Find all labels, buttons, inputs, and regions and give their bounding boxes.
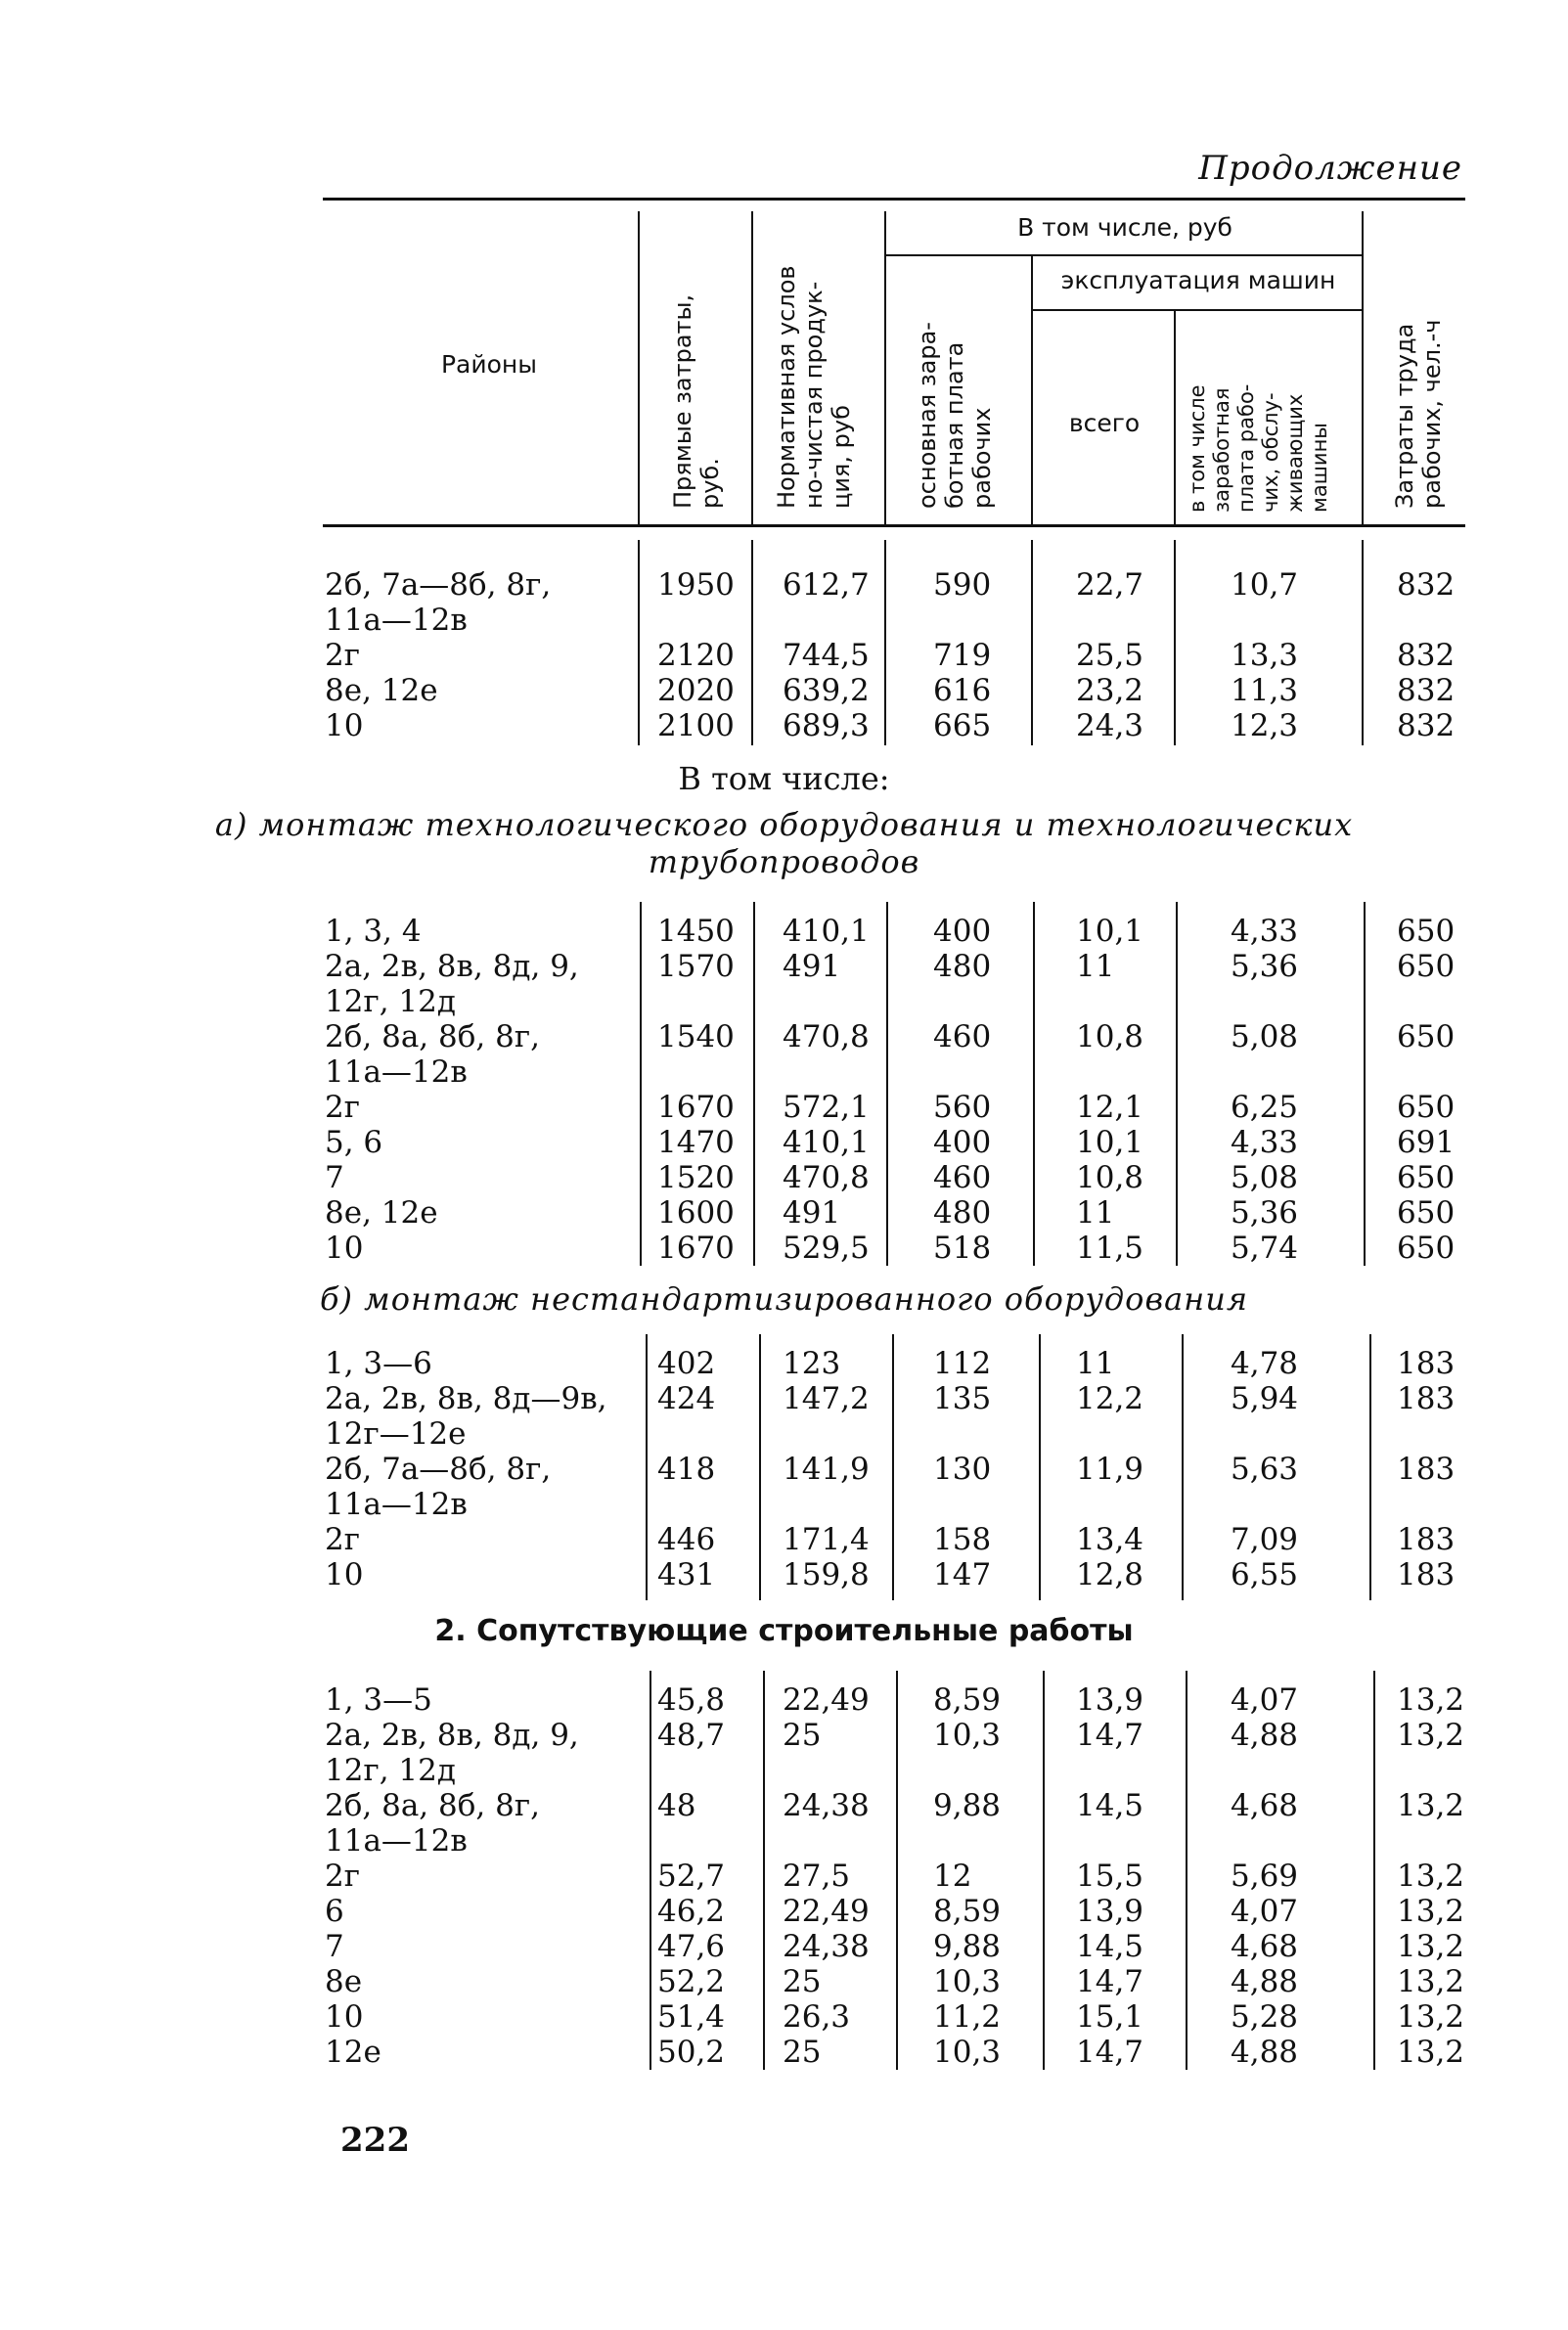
cell-direct-costs: 52,7	[657, 1859, 726, 1894]
cell-labor: 13,2	[1397, 1929, 1465, 1964]
cell-region: 10	[325, 1231, 364, 1266]
cell-base-wage: 135	[933, 1381, 992, 1416]
header-divider	[1031, 256, 1033, 524]
cell-machine-wage: 5,63	[1231, 1452, 1299, 1487]
cell-labor: 832	[1397, 638, 1456, 673]
cell-direct-costs: 2020	[657, 673, 735, 708]
cell-labor: 650	[1397, 1195, 1456, 1231]
cell-base-wage: 400	[933, 1125, 992, 1160]
cell-machine-wage: 6,55	[1231, 1557, 1299, 1592]
table-row	[0, 1195, 1568, 1231]
cell-region: 7	[325, 1160, 344, 1195]
cell-machine-total: 12,2	[1076, 1381, 1144, 1416]
cell-base-wage: 112	[933, 1346, 992, 1381]
cell-normative: 572,1	[783, 1090, 870, 1125]
cell-direct-costs: 2100	[657, 708, 735, 743]
cell-region: 2г	[325, 1522, 360, 1557]
cell-region: 8е	[325, 1964, 363, 1999]
cell-region: 1, 3—5	[325, 1682, 432, 1718]
cell-base-wage: 10,3	[933, 1718, 1002, 1753]
cell-machine-total: 22,7	[1076, 567, 1144, 603]
cell-normative: 639,2	[783, 673, 870, 708]
header-machine-rule	[1033, 309, 1362, 311]
table-row	[0, 1718, 1568, 1788]
cell-normative: 22,49	[783, 1894, 870, 1929]
cell-normative: 27,5	[783, 1859, 851, 1894]
table-row	[0, 1859, 1568, 1894]
cell-normative: 529,5	[783, 1231, 870, 1266]
cell-machine-total: 13,4	[1076, 1522, 1144, 1557]
cell-base-wage: 590	[933, 567, 992, 603]
cell-machine-total: 15,5	[1076, 1859, 1144, 1894]
cell-machine-total: 11,9	[1076, 1452, 1144, 1487]
cell-machine-total: 25,5	[1076, 638, 1144, 673]
cell-machine-wage: 5,08	[1231, 1019, 1299, 1054]
cell-direct-costs: 1470	[657, 1125, 735, 1160]
table-row	[0, 1231, 1568, 1266]
cell-region: 1, 3, 4	[325, 914, 422, 949]
cell-machine-total: 11	[1076, 1195, 1115, 1231]
cell-normative: 159,8	[783, 1557, 870, 1592]
cell-normative: 22,49	[783, 1682, 870, 1718]
cell-machine-total: 10,1	[1076, 1125, 1144, 1160]
cell-normative: 612,7	[783, 567, 870, 603]
cell-base-wage: 480	[933, 1195, 992, 1231]
cell-direct-costs: 1570	[657, 949, 735, 984]
header-incl-wage: в том числе заработная плата рабо- чих, обслу- живающих машины	[1186, 383, 1331, 513]
header-base-wage: основная зара- ботная плата рабочих	[914, 322, 996, 509]
cell-normative: 689,3	[783, 708, 870, 743]
cell-base-wage: 460	[933, 1019, 992, 1054]
cell-normative: 25	[783, 1718, 822, 1753]
cell-normative: 147,2	[783, 1381, 870, 1416]
table-row	[0, 1788, 1568, 1859]
cell-labor: 832	[1397, 567, 1456, 603]
cell-labor: 13,2	[1397, 1859, 1465, 1894]
section-b-title: б) монтаж нестандартизированного оборудования	[319, 1280, 1249, 1318]
cell-direct-costs: 1670	[657, 1090, 735, 1125]
cell-region: 2б, 7а—8б, 8г, 11а—12в	[325, 567, 552, 638]
cell-machine-wage: 12,3	[1231, 708, 1299, 743]
cell-machine-wage: 10,7	[1231, 567, 1299, 603]
cell-base-wage: 158	[933, 1522, 992, 1557]
cell-base-wage: 400	[933, 914, 992, 949]
cell-base-wage: 518	[933, 1231, 992, 1266]
cell-labor: 13,2	[1397, 1999, 1465, 2035]
cell-machine-wage: 4,88	[1231, 1964, 1299, 1999]
cell-normative: 744,5	[783, 638, 870, 673]
cell-machine-wage: 7,09	[1231, 1522, 1299, 1557]
cell-base-wage: 8,59	[933, 1682, 1002, 1718]
cell-region: 1, 3—6	[325, 1346, 432, 1381]
table-row	[0, 1125, 1568, 1160]
table-row	[0, 1452, 1568, 1522]
cell-normative: 141,9	[783, 1452, 870, 1487]
table-row	[0, 1019, 1568, 1090]
header-divider	[1174, 311, 1176, 524]
cell-machine-total: 13,9	[1076, 1682, 1144, 1718]
section-a-title: а) монтаж технологического оборудования и технологических трубопроводов	[214, 806, 1354, 880]
header-total: всего	[1068, 409, 1141, 437]
cell-normative: 25	[783, 2035, 822, 2070]
cell-base-wage: 460	[933, 1160, 992, 1195]
cell-machine-total: 12,1	[1076, 1090, 1144, 1125]
cell-region: 2а, 2в, 8в, 8д—9в, 12г—12е	[325, 1381, 607, 1452]
cell-machine-total: 14,7	[1076, 2035, 1144, 2070]
cell-direct-costs: 1450	[657, 914, 735, 949]
cell-labor: 183	[1397, 1522, 1456, 1557]
cell-normative: 491	[783, 949, 841, 984]
cell-region: 2а, 2в, 8в, 8д, 9, 12г, 12д	[325, 949, 579, 1019]
cell-direct-costs: 1950	[657, 567, 735, 603]
table-row	[0, 1160, 1568, 1195]
cell-machine-total: 10,8	[1076, 1160, 1144, 1195]
cell-machine-total: 24,3	[1076, 708, 1144, 743]
cell-machine-total: 14,5	[1076, 1929, 1144, 1964]
cell-machine-wage: 4,07	[1231, 1894, 1299, 1929]
section-2-title: 2. Сопутствующие строительные работы	[434, 1614, 1134, 1648]
table-row	[0, 1090, 1568, 1125]
cell-direct-costs: 48	[657, 1788, 696, 1823]
cell-normative: 123	[783, 1346, 841, 1381]
cell-machine-total: 10,1	[1076, 914, 1144, 949]
cell-machine-wage: 4,88	[1231, 2035, 1299, 2070]
cell-machine-wage: 6,25	[1231, 1090, 1299, 1125]
cell-machine-total: 14,7	[1076, 1718, 1144, 1753]
cell-direct-costs: 50,2	[657, 2035, 726, 2070]
cell-region: 8е, 12е	[325, 1195, 438, 1231]
cell-machine-total: 11	[1076, 949, 1115, 984]
cell-machine-total: 23,2	[1076, 673, 1144, 708]
cell-labor: 650	[1397, 1019, 1456, 1054]
cell-direct-costs: 418	[657, 1452, 716, 1487]
cell-machine-wage: 5,94	[1231, 1381, 1299, 1416]
table-row	[0, 1929, 1568, 1964]
cell-region: 2г	[325, 638, 360, 673]
continuation-label: Продолжение	[1198, 149, 1462, 188]
cell-machine-total: 11,5	[1076, 1231, 1144, 1266]
cell-direct-costs: 48,7	[657, 1718, 726, 1753]
cell-normative: 470,8	[783, 1160, 870, 1195]
cell-machine-wage: 5,69	[1231, 1859, 1299, 1894]
cell-base-wage: 147	[933, 1557, 992, 1592]
cell-normative: 26,3	[783, 1999, 851, 2035]
cell-labor: 13,2	[1397, 1788, 1465, 1823]
cell-base-wage: 616	[933, 673, 992, 708]
cell-direct-costs: 46,2	[657, 1894, 726, 1929]
cell-direct-costs: 1670	[657, 1231, 735, 1266]
cell-base-wage: 9,88	[933, 1929, 1002, 1964]
cell-machine-wage: 4,33	[1231, 914, 1299, 949]
table-row	[0, 1557, 1568, 1592]
cell-labor: 183	[1397, 1452, 1456, 1487]
cell-region: 2б, 7а—8б, 8г, 11а—12в	[325, 1452, 552, 1522]
header-including-rule	[886, 254, 1362, 256]
header-including: В том числе, руб	[1017, 213, 1232, 242]
cell-region: 2г	[325, 1090, 360, 1125]
header-direct-costs: Прямые затраты, руб.	[669, 293, 724, 509]
cell-labor: 13,2	[1397, 1682, 1465, 1718]
cell-machine-wage: 4,33	[1231, 1125, 1299, 1160]
cell-normative: 24,38	[783, 1929, 870, 1964]
table-row	[0, 1894, 1568, 1929]
cell-region: 2а, 2в, 8в, 8д, 9, 12г, 12д	[325, 1718, 579, 1788]
cell-region: 10	[325, 1999, 364, 2035]
cell-machine-total: 11	[1076, 1346, 1115, 1381]
cell-normative: 24,38	[783, 1788, 870, 1823]
header-regions: Районы	[440, 350, 538, 379]
cell-region: 6	[325, 1894, 344, 1929]
cell-region: 2г	[325, 1859, 360, 1894]
cell-labor: 183	[1397, 1346, 1456, 1381]
cell-normative: 470,8	[783, 1019, 870, 1054]
cell-base-wage: 560	[933, 1090, 992, 1125]
cell-base-wage: 665	[933, 708, 992, 743]
cell-labor: 13,2	[1397, 2035, 1465, 2070]
cell-machine-total: 14,5	[1076, 1788, 1144, 1823]
section-pre-title: В том числе:	[678, 760, 890, 797]
header-divider	[638, 211, 640, 524]
cell-base-wage: 480	[933, 949, 992, 984]
table-row	[0, 949, 1568, 1019]
cell-region: 2б, 8а, 8б, 8г, 11а—12в	[325, 1788, 540, 1859]
cell-direct-costs: 2120	[657, 638, 735, 673]
cell-machine-total: 10,8	[1076, 1019, 1144, 1054]
cell-direct-costs: 47,6	[657, 1929, 726, 1964]
cell-machine-wage: 11,3	[1231, 673, 1299, 708]
header-top-rule	[323, 198, 1465, 201]
table-row	[0, 708, 1568, 743]
cell-region: 10	[325, 1557, 364, 1592]
cell-base-wage: 9,88	[933, 1788, 1002, 1823]
cell-region: 2б, 8а, 8б, 8г, 11а—12в	[325, 1019, 540, 1090]
table-row	[0, 914, 1568, 949]
cell-labor: 832	[1397, 673, 1456, 708]
cell-labor: 650	[1397, 1090, 1456, 1125]
cell-machine-wage: 5,28	[1231, 1999, 1299, 2035]
cell-direct-costs: 424	[657, 1381, 716, 1416]
cell-normative: 410,1	[783, 914, 870, 949]
cell-direct-costs: 1520	[657, 1160, 735, 1195]
cell-base-wage: 10,3	[933, 2035, 1002, 2070]
table-row	[0, 2035, 1568, 2070]
cell-direct-costs: 446	[657, 1522, 716, 1557]
cell-normative: 25	[783, 1964, 822, 1999]
cell-base-wage: 10,3	[933, 1964, 1002, 1999]
cell-machine-wage: 4,07	[1231, 1682, 1299, 1718]
cell-direct-costs: 52,2	[657, 1964, 726, 1999]
cell-base-wage: 12	[933, 1859, 972, 1894]
header-divider	[884, 211, 886, 524]
table-row	[0, 638, 1568, 673]
cell-labor: 832	[1397, 708, 1456, 743]
cell-machine-wage: 4,68	[1231, 1929, 1299, 1964]
table-row	[0, 1964, 1568, 1999]
cell-direct-costs: 1540	[657, 1019, 735, 1054]
header-normative: Нормативная услов но-чистая продук- ция, руб	[773, 265, 855, 509]
table-row	[0, 567, 1568, 638]
table-row	[0, 1346, 1568, 1381]
table-row	[0, 1999, 1568, 2035]
cell-region: 10	[325, 708, 364, 743]
cell-machine-wage: 5,36	[1231, 1195, 1299, 1231]
cell-region: 8е, 12е	[325, 673, 438, 708]
cell-machine-wage: 13,3	[1231, 638, 1299, 673]
cell-direct-costs: 431	[657, 1557, 716, 1592]
cell-normative: 410,1	[783, 1125, 870, 1160]
cell-labor: 13,2	[1397, 1718, 1465, 1753]
cell-region: 12е	[325, 2035, 381, 2070]
header-divider	[1362, 211, 1364, 524]
cell-machine-wage: 5,36	[1231, 949, 1299, 984]
cell-labor: 13,2	[1397, 1964, 1465, 1999]
cell-machine-total: 12,8	[1076, 1557, 1144, 1592]
cell-machine-wage: 5,08	[1231, 1160, 1299, 1195]
table-row	[0, 1522, 1568, 1557]
table-row	[0, 1381, 1568, 1452]
cell-machine-total: 13,9	[1076, 1894, 1144, 1929]
table-row	[0, 673, 1568, 708]
cell-region: 7	[325, 1929, 344, 1964]
cell-base-wage: 8,59	[933, 1894, 1002, 1929]
cell-base-wage: 11,2	[933, 1999, 1002, 2035]
cell-labor: 691	[1397, 1125, 1456, 1160]
cell-normative: 171,4	[783, 1522, 870, 1557]
cell-labor: 650	[1397, 914, 1456, 949]
cell-machine-wage: 4,78	[1231, 1346, 1299, 1381]
cell-direct-costs: 51,4	[657, 1999, 726, 2035]
page-number: 222	[340, 2121, 410, 2160]
cell-labor: 183	[1397, 1557, 1456, 1592]
cell-base-wage: 719	[933, 638, 992, 673]
header-bottom-rule	[323, 524, 1465, 527]
cell-labor: 650	[1397, 1231, 1456, 1266]
cell-machine-total: 15,1	[1076, 1999, 1144, 2035]
cell-region: 5, 6	[325, 1125, 383, 1160]
cell-direct-costs: 1600	[657, 1195, 735, 1231]
header-machine-ops: эксплуатация машин	[1060, 266, 1336, 294]
cell-machine-wage: 4,88	[1231, 1718, 1299, 1753]
cell-machine-wage: 5,74	[1231, 1231, 1299, 1266]
cell-base-wage: 130	[933, 1452, 992, 1487]
cell-labor: 13,2	[1397, 1894, 1465, 1929]
cell-normative: 491	[783, 1195, 841, 1231]
cell-labor: 650	[1397, 949, 1456, 984]
cell-labor: 183	[1397, 1381, 1456, 1416]
table-row	[0, 1682, 1568, 1718]
cell-direct-costs: 402	[657, 1346, 716, 1381]
cell-direct-costs: 45,8	[657, 1682, 726, 1718]
header-divider	[751, 211, 753, 524]
cell-machine-wage: 4,68	[1231, 1788, 1299, 1823]
cell-machine-total: 14,7	[1076, 1964, 1144, 1999]
header-labor: Затраты труда рабочих, чел.-ч	[1391, 319, 1446, 509]
cell-labor: 650	[1397, 1160, 1456, 1195]
